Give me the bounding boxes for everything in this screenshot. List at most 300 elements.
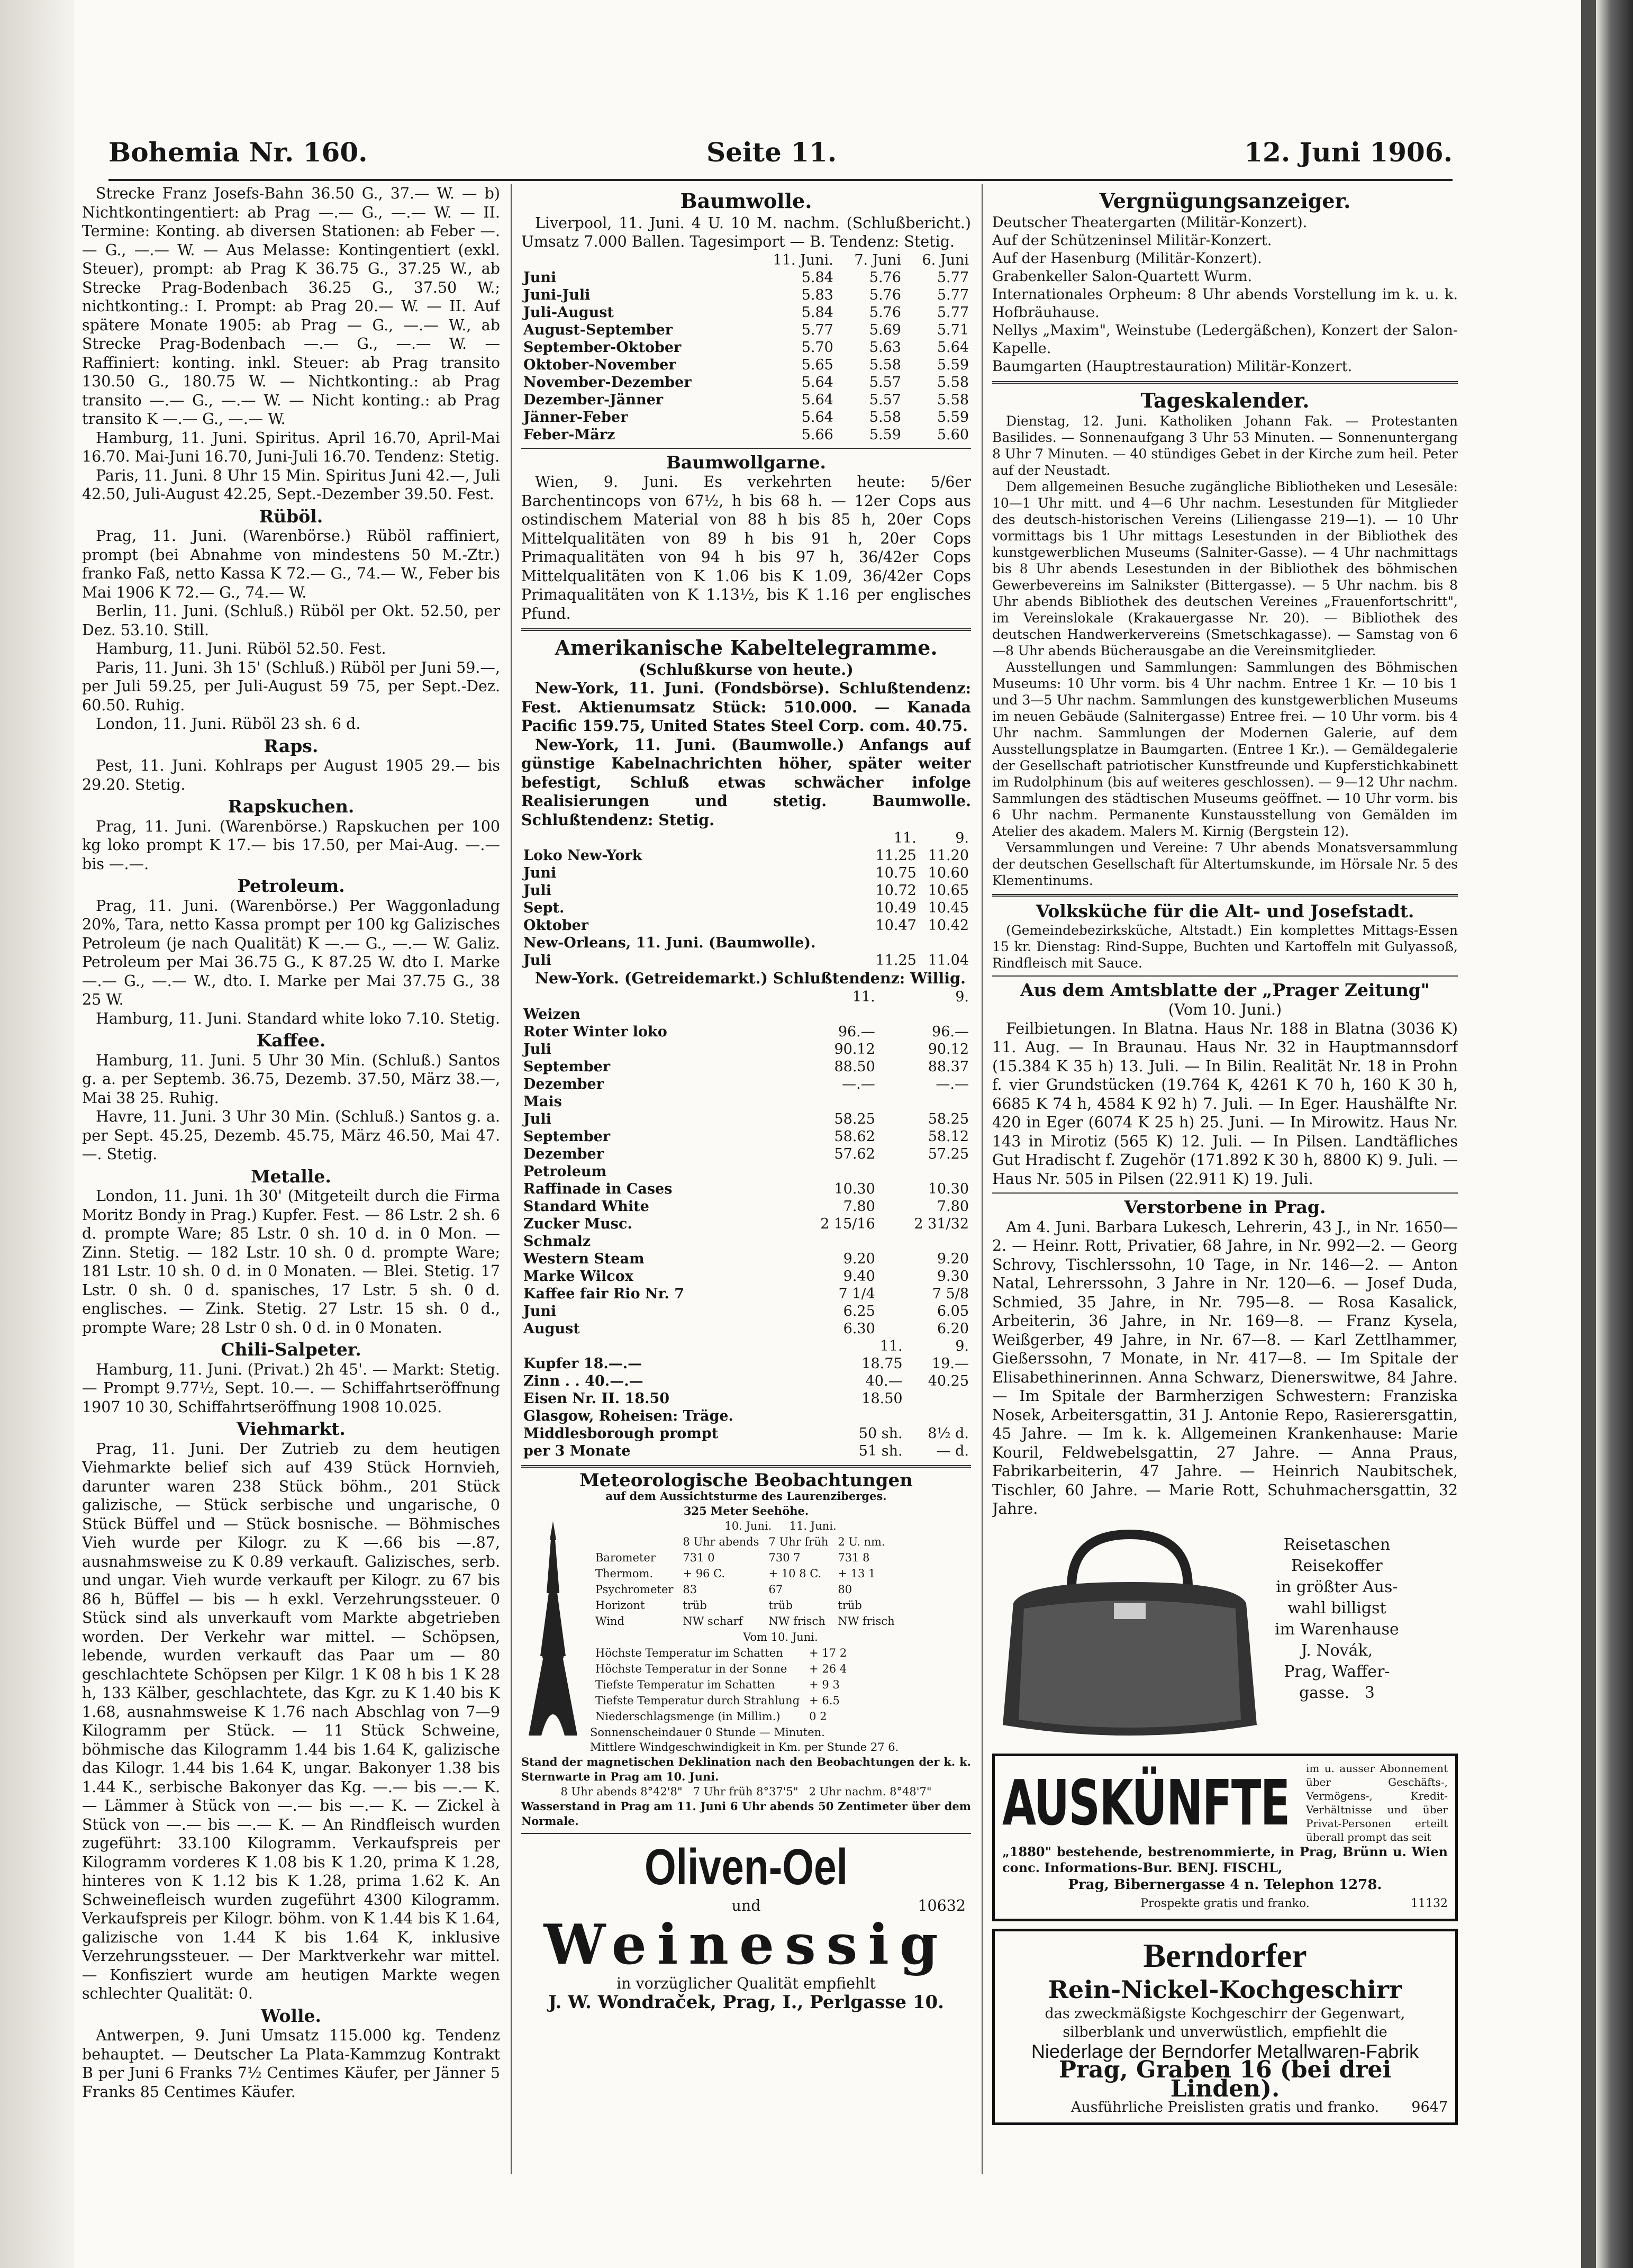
table-cell: 5.77	[937, 286, 969, 303]
weather-table	[590, 1533, 900, 1630]
header-page-number: Seite 11.	[706, 137, 837, 168]
table-cell	[784, 1093, 877, 1110]
metals-table	[521, 1338, 971, 1460]
ad-line: Reisetaschen	[1283, 1535, 1391, 1554]
heading-baumwollgarne: Baumwollgarne.	[666, 451, 826, 473]
table-cell: Mais	[523, 1093, 562, 1110]
table-cell: 90.12	[834, 1041, 875, 1058]
table-header-row	[521, 829, 971, 847]
table-cell	[919, 934, 971, 952]
ad-berndorfer-footer-text: Ausführliche Preislisten gratis und franko.	[1070, 2099, 1380, 2116]
ad-oliven-title: Oliven-Oel	[644, 1838, 848, 1895]
weather-times-row	[591, 1534, 899, 1549]
scan-left-edge	[0, 0, 74, 2268]
table-cell: NW frisch	[838, 1614, 895, 1628]
table-cell: 5.58	[869, 356, 901, 373]
table-cell: 5.76	[869, 304, 901, 321]
table-row	[521, 1442, 971, 1460]
entertainment-item: Auf der Hasenburg (Militär-Konzert).	[992, 250, 1262, 267]
table-cell: Höchste Temperatur in der Sonne	[595, 1662, 787, 1675]
table-row	[591, 1693, 851, 1708]
ad-line: wahl billigst	[1287, 1598, 1386, 1618]
ad-auskuenfte-title: AUSKÜNFTE	[1002, 1766, 1290, 1839]
table-cell	[834, 1407, 905, 1425]
table-cell: Loko New-York	[523, 847, 642, 864]
table-cell: 7 1/4	[838, 1285, 875, 1302]
table-cell: Weizen	[523, 1006, 580, 1023]
report-ny-baumwolle: New-York, 11. Juni. (Baumwolle.) Anfangs auf günstige Kabelnachrichten höher, später weiter befestigt, Schluß etwas schwächer infolge Realisierungen und stetig. Baumwolle. Schlußtendenz: Stetig.	[521, 735, 971, 829]
table-cell: 5.65	[801, 356, 833, 373]
table-cell: NW frisch	[768, 1614, 825, 1628]
table-cell: 19.—	[932, 1355, 969, 1372]
table-header-row	[521, 251, 971, 269]
ad-number: 11132	[1411, 1897, 1448, 1910]
table-cell: 731 0	[683, 1551, 715, 1564]
ad-line: J. Novák,	[1301, 1641, 1373, 1660]
table-cell: 11.20	[928, 847, 969, 864]
table-cell: 10.65	[928, 882, 969, 899]
column-header: 9.	[955, 988, 969, 1005]
table-row	[521, 847, 971, 864]
table-cell: + 6.5	[809, 1694, 840, 1707]
table-cell: 6.05	[937, 1303, 969, 1320]
divider	[521, 448, 971, 449]
heading-kaffee: Kaffee.	[256, 1030, 326, 1051]
table-cell: Eisen Nr. II. 18.50	[523, 1390, 670, 1407]
heading-metalle: Metalle.	[251, 1165, 331, 1187]
ad-berndorfer-title: Berndorfer	[1143, 1936, 1307, 1974]
divider	[992, 1192, 1458, 1194]
table-cell: Juni-Juli	[523, 286, 591, 303]
table-cell: 57.25	[928, 1145, 969, 1162]
table-row	[521, 409, 971, 426]
table-cell: Höchste Temperatur im Schatten	[595, 1646, 783, 1659]
table-cell: 7.80	[937, 1198, 969, 1215]
weather-date-1: 10. Juni.	[724, 1519, 772, 1532]
table-cell: 9.20	[843, 1250, 875, 1267]
report-berlin-rueboel: Berlin, 11. Juni. (Schluß.) Rüböl per Okt. 52.50, per Dez. 53.10. Still.	[82, 602, 500, 639]
column-rule-2	[982, 184, 983, 2174]
weather-wind: Mittlere Windgeschwindigkeit in Km. per Stunde 27 6.	[590, 1740, 899, 1754]
table-row	[521, 304, 971, 321]
heading-volkskueche: Volksküche für die Alt- und Josefstadt.	[1036, 901, 1414, 921]
ad-reisetaschen	[992, 1524, 1458, 1746]
column-header: 11. Juni.	[773, 251, 833, 268]
table-cell: 51 sh.	[858, 1442, 903, 1459]
report-prag-viehmarkt: Prag, 11. Juni. Der Zutrieb zu dem heutigen Viehmarkte belief sich auf 439 Stück Hornvieh, darunter waren 238 Stück böhm., 201 Stück galizische, — Stück serbische und ungarische, 0 Stück Büffel und — Stück bosnische. — Böhmisches Vieh wurde per Kilogr. zu K —.66 bis —.87, ausnahmsweise zu K 0.89 verkauft. Galizisches, serb. und ungar. Vieh wurde verkauft per Kilogr. zu 67 bis 86 h, Büffel — bis — h exkl. Verzehrungssteuer. 0 Stück sind als unverkauft vom Markte abgetrieben worden. Der Verkehr war mittel. — Schöpsen, lebende, wurden verkauft das Paar um — 80 geschlachtete Schöpsen per Kilgr. 1 K 08 h bis 1 K 28 h, 133 Kälber, geschlachtete, das Kgr. zu K 1.40 bis K 1.68, ausnahmsweise K 1.76 nach Abschlag von 7—9 Kilogramm per Stück. — 11 Stück Schweine, böhmische das Kilogramm 1.44 bis 1.64 K, galizische das Kilogr. 1.44 bis 1.64 K, ungar. Bakonyer 1.38 bis 1.44 K., serbische Bakonyer das Kg. —.— bis —.— K. — Lämmer à Stück von —.— bis —.— K. — Zickel à Stück von —.— bis —.— K. — An Rindfleisch wurden zugeführt: 33.100 Kilogramm. Verkaufspreis per Kilogramm vorderes K 1.08 bis K 1.20, prima K 1.28, hinteres von K 1.12 bis K 1.28, prima 1.62 K. An Schweinefleisch wurden zugeführt 4300 Kilogramm. Verkaufspreis per Kilogr. böhm. von K 1.44 bis K 1.64, galizische von 1.44 K bis 1.64 K, inklusive Verzehrungssteuer. — Der Marktverkehr war mittel. — Konfisziert wurde am heutigen Markte wegen schlechter Qualität: 0.	[82, 1440, 500, 2002]
column-notices	[992, 184, 1458, 2174]
ad-number: 9647	[1411, 2099, 1448, 2116]
table-row	[521, 391, 971, 409]
table-cell: Juli	[523, 952, 551, 969]
table-cell: 11.25	[875, 847, 917, 864]
weather-time: 8 Uhr abends	[683, 1535, 759, 1548]
temperature-table	[590, 1644, 852, 1725]
column-header: 11.	[893, 830, 917, 846]
weather-observations	[521, 1469, 971, 1829]
table-cell: November-Dezember	[523, 374, 692, 391]
table-cell	[877, 1093, 971, 1110]
declination-value: 2 Uhr nachm. 8°48'7"	[809, 1785, 932, 1798]
entertainment-item: Nellys „Maxim", Weinstube (Ledergäßchen), Konzert der Salon-Kapelle.	[992, 322, 1458, 357]
table-cell: 40.25	[928, 1372, 969, 1389]
calendar-day: Dienstag, 12. Juni. Katholiken Johann Fak. — Protestanten Basilides. — Sonnenaufgang 3 Uhr 53 Minuten. — Sonnenuntergang 8 Uhr 7 Minuten. — 40 stündiges Gebet in der Kirche zum heil. Peter auf der Neustadt.	[992, 413, 1458, 478]
table-cell: Juni	[523, 1303, 557, 1320]
table-cell: 5.64	[801, 374, 833, 391]
table-cell: — d.	[936, 1442, 969, 1459]
table-cell: 5.58	[937, 374, 969, 391]
table-cell: 9.40	[843, 1268, 875, 1285]
page-header	[108, 137, 1453, 179]
report-hamburg-salpeter: Hamburg, 11. Juni. (Privat.) 2h 45'. — Markt: Stetig. — Prompt 9.77½, Sept. 10.—. — Schiffahrtseröffnung 1907 10 30, Schiffahrtseröffnung 1908 10.025.	[82, 1360, 500, 1416]
table-cell: Horizont	[595, 1598, 645, 1612]
table-cell	[905, 1407, 971, 1425]
declination-value: 8 Uhr abends 8°42'8"	[560, 1785, 683, 1798]
header-rule	[108, 179, 1453, 181]
table-cell: Oktober	[523, 917, 588, 934]
table-row	[521, 1023, 971, 1041]
heading-vergnuegungsanzeiger: Vergnügungsanzeiger.	[1099, 189, 1351, 213]
header-date: 12. Juni 1906.	[1244, 137, 1453, 168]
ad-und-line	[521, 1896, 971, 1915]
table-cell: September	[523, 1058, 611, 1075]
table-cell: + 10 8 C.	[768, 1567, 822, 1580]
heading-amerikanische-kabeltelegramme: Amerikanische Kabeltelegramme.	[555, 636, 938, 659]
entertainment-item: Grabenkeller Salon-Quartett Wurm.	[992, 268, 1253, 285]
report-hamburg-petroleum: Hamburg, 11. Juni. Standard white loko 7.10. Stetig.	[96, 1009, 500, 1027]
table-row	[521, 1058, 971, 1076]
column-header	[521, 988, 784, 1006]
weather-declination: Stand der magnetischen Deklination nach den Beobachtungen der k. k. Sternwarte in Prag am 10. Juni.	[521, 1755, 971, 1783]
calendar-libraries: Dem allgemeinen Besuche zugängliche Bibliotheken und Lesesäle: 10—1 Uhr mitt. und 4—6 Uhr nachm. Lesestunden für Mitglieder des deutsch-historischen Vereins (Liliengasse 219—1). — 10 Uhr vormittags bis 1 Uhr mittags Lesestunden in der Bibliothek des kunstgewerblichen Museums (Salniter-Gasse). — 4 Uhr nachmittags bis 8 Uhr abends Lesestunden in der Bibliothek des böhmischen Gewerbevereins im Salnikster (Bittergasse). — 5 Uhr nachm. bis 8 Uhr abends Bibliothek des deutschen Vereines „Frauenfortschritt", im Vereinslokale (Krakauergasse Nr. 20). — Bibliothek des deutschen Handwerkervereins (Smetschkagasse). — Samstag von 6—8 Uhr abends Bücherausgabe an die Vereinsmitglieder.	[992, 479, 1458, 658]
heading-amtsblatt: Aus dem Amtsblatte der „Prager Zeitung"	[1020, 979, 1430, 1000]
ad-berndorfer-niederlage: Niederlage der Berndorfer Metallwaren-Fabrik	[1031, 2040, 1419, 2062]
table-row	[521, 1268, 971, 1285]
report-hamburg-rueboel: Hamburg, 11. Juni. Rüböl 52.50. Fest.	[96, 640, 386, 657]
ad-berndorfer-footer	[1002, 2098, 1448, 2117]
table-row	[521, 1215, 971, 1233]
table-cell: 6.30	[843, 1320, 875, 1337]
report-hamburg-spiritus: Hamburg, 11. Juni. Spiritus. April 16.70, April-Mai 16.70. Mai-Juni 16.70, Juni-Juli 16.70. Tendenz: Stetig.	[82, 429, 500, 465]
table-cell: 5.57	[869, 391, 901, 408]
ad-auskuenfte-address: Prag, Bibernergasse 4 n. Telephon 1278.	[1068, 1876, 1382, 1893]
table-cell: Tiefste Temperatur im Schatten	[595, 1678, 775, 1691]
table-cell: Schmalz	[523, 1233, 591, 1250]
table-cell: 5.59	[937, 409, 969, 426]
table-row	[591, 1646, 851, 1660]
table-cell: 5.76	[869, 286, 901, 303]
table-cell: 58.25	[928, 1110, 969, 1127]
entertainment-item: Auf der Schützeninsel Militär-Konzert.	[992, 232, 1272, 249]
table-cell: 730 7	[768, 1551, 801, 1564]
column-header: 11.	[852, 988, 875, 1005]
table-row	[591, 1614, 899, 1629]
ad-auskuenfte-prospekte	[1002, 1894, 1448, 1913]
table-cell: September-Oktober	[523, 339, 682, 356]
table-row	[521, 952, 971, 969]
report-hamburg-kaffee: Hamburg, 11. Juni. 5 Uhr 30 Min. (Schluß.) Santos g. a. per Septemb. 36.75, Dezemb. 37.50, März 38.—, Mai 38 25. Ruhig.	[82, 1051, 500, 1107]
table-row	[521, 1006, 971, 1023]
weather-time: 2 U. nm.	[838, 1535, 885, 1548]
table-cell: Zinn . . 40.—.—	[523, 1372, 643, 1389]
table-cell: August-September	[523, 321, 673, 338]
ad-berndorfer-desc: das zweckmäßigste Kochgeschirr der Gegenwart, silberblank und unverwüstlich, empfiehlt die	[1045, 2005, 1405, 2040]
ad-number: 3	[1364, 1683, 1375, 1702]
ad-reisetaschen-text	[1275, 1524, 1399, 1704]
table-cell: + 96 C.	[683, 1567, 725, 1580]
table-cell	[784, 1233, 877, 1250]
table-cell: 6.20	[937, 1320, 969, 1337]
table-row	[521, 1425, 971, 1442]
table-cell: Petroleum	[523, 1163, 607, 1180]
table-cell: 6.25	[843, 1303, 875, 1320]
table-cell: Juni	[523, 269, 557, 286]
table-cell: 10.75	[875, 865, 917, 881]
table-cell	[866, 934, 919, 952]
column-cotton-cables	[521, 184, 971, 2174]
observation-tower-icon	[521, 1519, 585, 1741]
table-cell: 40.—	[865, 1372, 903, 1389]
ad-oliven-oel	[521, 1838, 971, 2012]
table-cell: Oktober-November	[523, 356, 676, 373]
report-havre-kaffee: Havre, 11. Juni. 3 Uhr 30 Min. (Schluß.) Santos g. a. per Sept. 45.25, Dezemb. 45.75, März 46.50, Mai 47.—. Stetig.	[82, 1108, 500, 1163]
table-cell: 10.45	[928, 900, 969, 916]
weather-height: 325 Meter Seehöhe.	[683, 1504, 809, 1517]
entertainment-list	[992, 214, 1458, 376]
table-row	[521, 426, 971, 444]
table-cell: Juli-August	[523, 304, 614, 321]
weather-subtitle: auf dem Aussichtsturme des Laurenziberges.	[605, 1489, 887, 1503]
ad-auskuenfte-side: im u. ausser Abonnement über Geschäfts-, Vermögens-, Kredit-Verhältnisse und über Privat-Personen erteilt überall prompt das seit	[1306, 1761, 1448, 1844]
heading-verstorbene: Verstorbene in Prag.	[1124, 1197, 1326, 1217]
scan-binding-strip	[1581, 0, 1596, 2268]
table-cell: Zucker Musc.	[523, 1215, 632, 1232]
table-row	[521, 934, 971, 952]
table-row	[521, 1303, 971, 1320]
ad-line: Prag, Waffer-	[1284, 1662, 1390, 1681]
table-cell: September	[523, 1128, 611, 1145]
table-cell: 90.12	[928, 1041, 969, 1058]
heading-chili-salpeter: Chili-Salpeter.	[221, 1339, 361, 1360]
table-row	[521, 286, 971, 304]
weather-time: 7 Uhr früh	[768, 1535, 829, 1548]
table-cell: Dezember-Jänner	[523, 391, 664, 408]
heading-wolle: Wolle.	[261, 2005, 321, 2026]
table-cell: —.—	[842, 1076, 875, 1092]
table-cell: 5.64	[937, 339, 969, 356]
table-row	[521, 1198, 971, 1215]
death-notices: Am 4. Juni. Barbara Lukesch, Lehrerin, 43 J., in Nr. 1650—2. — Heinr. Rott, Privatier, 68 Jahre, in Nr. 992—2. — Georg Schrovy, Tischlerssohn, 10 Tage, in Nr. 146—2. — Anton Natal, Lehrerssohn, 3 Jahre in Nr. 120—6. — Josef Duda, Schmied, 35 Jahre, in Nr. 795—8. — Rosa Kasalick, Arbeiterin, 36 Jahre, in Nr. 169—8. — Franz Kysela, Weißgerber, 49 Jahre, in Nr. 67—8. — Karl Zettlhammer, Gießerssohn, 7 Monate, in Nr. 417—8. — Im Spitale der Elisabethinerinnen. Anna Schwarz, Dienerswitwe, 84 Jahre. — Im Spitale der Barmherzigen Schwestern: Franziska Nosek, Arbeitersgattin, 31 J. Antonie Repo, Rasierersgattin, 45 Jahre. — Im k. k. Allgemeinen Krankenhause: Marie Kouril, Feldwebelsgattin, 27 Jahre. — Anna Praus, Fabrikarbeiterin, 47 Jahre. — Heinrich Naubitschek, Tischler, 60 Jahre. — Marie Rott, Schuhmachersgattin, 32 Jahre.	[992, 1218, 1458, 1517]
table-row	[521, 1372, 971, 1390]
table-cell: Roter Winter loko	[523, 1023, 667, 1040]
ad-weinessig-title: Weinessig	[543, 1912, 949, 1977]
amtsblatt-feilbietungen: Feilbietungen. In Blatna. Haus Nr. 188 in Blatna (3036 K) 11. Aug. — In Braunau. Haus Nr. 32 in Hauptmannsdorf (15.384 K 35 h) 13. Juli. — In Bilin. Realität Nr. 18 in Prohn f. vier Grundstücken (19.764 K, 4261 K 70 h, 160 K 30 h, 6685 K 74 h, 4584 K 92 h) 7. Juli. — In Eger. Haushälfte Nr. 420 in Eger (6074 K 25 h) 25. Juni. — In Mirowitz. Haus Nr. 143 in Mirotiz (565 K) 12. Juli. — In Pilsen. Landtäfliches Gut Hradischt f. Zugehör (171.892 K 30 h, 8800 K) 9. Juli. — Haus Nr. 505 in Pilsen (22.911 K) 19. Juli.	[992, 1019, 1458, 1188]
table-cell: 18.50	[861, 1390, 903, 1407]
column-header	[521, 251, 750, 269]
weather-date-2: 11. Juni.	[789, 1519, 837, 1532]
table-cell: Thermom.	[595, 1567, 654, 1580]
header-paper-issue: Bohemia Nr. 160.	[108, 137, 368, 168]
table-row	[521, 1163, 971, 1180]
ad-auskuenfte-top	[1002, 1761, 1448, 1844]
table-cell: 10.42	[928, 917, 969, 934]
table-cell: 5.64	[801, 409, 833, 426]
table-cell: 5.63	[869, 339, 901, 356]
table-cell: 58.62	[834, 1128, 875, 1145]
table-cell: 2 31/32	[914, 1215, 969, 1232]
table-cell: Niederschlagsmenge (in Millim.)	[595, 1710, 781, 1723]
table-row	[591, 1566, 899, 1581]
table-cell: Marke Wilcox	[523, 1268, 633, 1285]
table-row	[521, 374, 971, 391]
table-row	[521, 1145, 971, 1163]
table-cell: trüb	[683, 1598, 707, 1612]
table-cell: Sept.	[523, 900, 565, 916]
table-cell: 5.64	[801, 391, 833, 408]
table-cell: Feber-März	[523, 426, 615, 443]
ad-number: 10632	[918, 1896, 966, 1914]
table-row	[521, 269, 971, 286]
table-cell	[784, 1006, 877, 1023]
report-pest-raps: Pest, 11. Juni. Kohlraps per August 1905 29.— bis 29.20. Stetig.	[82, 757, 500, 793]
table-row	[521, 917, 971, 934]
table-cell: 5.77	[801, 321, 833, 338]
table-cell: Psychrometer	[595, 1583, 674, 1596]
table-row	[521, 864, 971, 882]
table-cell: 5.60	[937, 426, 969, 443]
ad-line-text: gasse.	[1299, 1683, 1350, 1702]
table-cell: 0 2	[809, 1710, 827, 1723]
table-cell: 8½ d.	[928, 1425, 969, 1442]
table-cell: 5.59	[869, 426, 901, 443]
column-markets	[82, 184, 500, 2174]
table-cell: 10.49	[875, 900, 917, 916]
table-cell: 5.76	[869, 269, 901, 286]
divider	[992, 381, 1458, 384]
report-prag-petroleum: Prag, 11. Juni. (Warenbörse.) Per Waggonladung 20%, Tara, netto Kassa prompt per 100 kg Galizisches Petroleum (je nach Qualität) K —.— G., —.— W. Galiz. Petroleum per Mai 36.75 G., K 87.25 W. dto I. Marke —.— G., —.— W., dto. I. Marke per Mai 37.75 G., 38 25 W.	[82, 897, 500, 1008]
table-cell: 2 15/16	[820, 1215, 875, 1232]
table-cell: 96.—	[838, 1023, 875, 1040]
table-cell: 18.75	[861, 1355, 903, 1372]
report-liverpool: Liverpool, 11. Juni. 4 U. 10 M. nachm. (Schlußbericht.) Umsatz 7.000 Ballen. Tagesimport — B. Tendenz: Stetig.	[521, 214, 971, 250]
table-cell: 5.69	[869, 321, 901, 338]
travel-bag-icon	[992, 1524, 1267, 1746]
table-cell: 67	[768, 1583, 783, 1596]
table-row	[521, 1355, 971, 1372]
table-cell: 10.30	[928, 1180, 969, 1197]
table-cell	[877, 1006, 971, 1023]
table-row	[521, 1180, 971, 1198]
table-cell: 5.71	[937, 321, 969, 338]
table-cell: Juli	[523, 882, 551, 899]
column-header	[521, 1338, 834, 1355]
table-row	[521, 356, 971, 374]
ad-line: in größter Aus-	[1276, 1577, 1398, 1596]
report-paris-rueboel: Paris, 11. Juni. 3h 15' (Schluß.) Rüböl per Juni 59.—, per Juli 59.25, per Juli-August 59 75, per Sept.-Dez. 60.50. Ruhig.	[82, 658, 500, 714]
entertainment-item: Baumgarten (Hauptrestauration) Militär-Konzert.	[992, 358, 1353, 375]
report-london-rueboel: London, 11. Juni. Rüböl 23 sh. 6 d.	[96, 715, 361, 733]
table-cell: 58.12	[928, 1128, 969, 1145]
declination-value: 7 Uhr früh 8°37'5"	[693, 1785, 799, 1798]
table-row	[521, 1110, 971, 1128]
divider	[521, 1833, 971, 1834]
weather-water-level: Wasserstand in Prag am 11. Juni 6 Uhr abends 50 Zentimeter über dem Normale.	[521, 1799, 971, 1828]
ad-line: Reisekoffer	[1291, 1556, 1383, 1575]
report-prag-rueboel: Prag, 11. Juni. (Warenbörse.) Rüböl raffiniert, prompt (bei Abnahme von mindestens 50 M.-Ztr.) franko Faß, netto Kassa K 72.— G., 74.— W., Feber bis Mai 1906 K 72.— G., 74.— W.	[82, 527, 500, 601]
table-row	[591, 1661, 851, 1676]
table-cell: Raffinade in Cases	[523, 1180, 673, 1197]
column-header: 9.	[955, 1338, 969, 1354]
table-cell: 80	[838, 1583, 852, 1596]
table-cell: Tiefste Temperatur durch Strahlung	[595, 1694, 800, 1707]
ny-grain-table	[521, 988, 971, 1338]
table-cell: 5.66	[801, 426, 833, 443]
table-cell: —.—	[936, 1076, 969, 1092]
table-cell: Barometer	[595, 1551, 656, 1564]
table-cell: per 3 Monate	[523, 1442, 631, 1459]
subheading-schlusskurse: (Schlußkurse von heute.)	[639, 660, 854, 679]
table-cell: 50 sh.	[858, 1425, 903, 1442]
table-row	[521, 1390, 971, 1407]
ad-line	[1275, 1683, 1399, 1704]
table-cell: August	[523, 1320, 580, 1337]
table-cell: Kaffee fair Rio Nr. 7	[523, 1285, 684, 1302]
table-cell: + 26 4	[809, 1662, 847, 1675]
heading-petroleum: Petroleum.	[237, 875, 345, 896]
table-cell: Western Steam	[523, 1250, 645, 1267]
table-row	[521, 1320, 971, 1338]
table-cell: 10.60	[928, 865, 969, 881]
ad-quality: in vorzüglicher Qualität empfiehlt	[616, 1975, 876, 1992]
table-cell: 88.50	[834, 1058, 875, 1075]
table-cell: New-Orleans, 11. Juni. (Baumwolle).	[523, 935, 816, 951]
ad-und: und	[731, 1896, 761, 1914]
table-cell: 5.59	[937, 356, 969, 373]
report-london-metalle: London, 11. Juni. 1h 30' (Mitgeteilt durch die Firma Moritz Bondy in Prag.) Kupfer. Fest. — 86 Lstr. 2 sh. 6 d. prompte Ware; 85 Lstr. 0 sh. 10 d. in 0 Mon. — Zinn. Stetig. — 182 Lstr. 10 sh. 0 d. prompte Ware; 181 Lstr. 10 sh. 0 d. in 0 Monaten. — Blei. Stetig. 17 Lstr. 0 sh. 0 d. spanisches, 17 Lstr. 5 sh. 0 d. englisches. — Zink. Stetig. 27 Lstr. 15 sh. 0 d., prompte Ware; 28 Lstr 0 sh. 0 d. in 0 Monaten.	[82, 1187, 500, 1336]
table-cell: 11.04	[928, 952, 969, 969]
table-cell: 5.58	[869, 409, 901, 426]
table-cell: + 17 2	[809, 1646, 847, 1659]
weather-vom: Vom 10. Juni.	[743, 1630, 818, 1643]
table-row	[521, 899, 971, 917]
table-row	[591, 1709, 851, 1724]
column-header: 11.	[879, 1338, 903, 1354]
table-row	[521, 1076, 971, 1093]
heading-rapskuchen: Rapskuchen.	[228, 796, 355, 817]
table-cell: Juli	[523, 1041, 551, 1058]
ad-berndorfer-address: Prag, Graben 16 (bei drei Linden).	[1058, 2056, 1392, 2102]
table-cell: 5.70	[801, 339, 833, 356]
column-header: 9.	[955, 830, 969, 846]
table-cell	[784, 1163, 877, 1180]
ad-auskuenfte	[992, 1754, 1458, 1921]
column-header: 6. Juni	[922, 251, 969, 268]
table-cell	[877, 1233, 971, 1250]
table-row	[521, 1285, 971, 1303]
table-row	[521, 1407, 971, 1425]
divider	[992, 975, 1458, 977]
amtsblatt-date: (Vom 10. Juni.)	[1168, 1001, 1282, 1018]
table-cell: Standard White	[523, 1198, 649, 1215]
weather-sun: Sonnenscheindauer 0 Stunde — Minuten.	[590, 1725, 825, 1739]
table-row	[521, 1128, 971, 1145]
table-cell: 5.77	[937, 304, 969, 321]
table-cell: Wind	[595, 1614, 624, 1628]
table-cell: 83	[683, 1583, 697, 1596]
table-row	[521, 1093, 971, 1110]
table-cell: 5.83	[801, 286, 833, 303]
table-cell: 11.25	[875, 952, 917, 969]
